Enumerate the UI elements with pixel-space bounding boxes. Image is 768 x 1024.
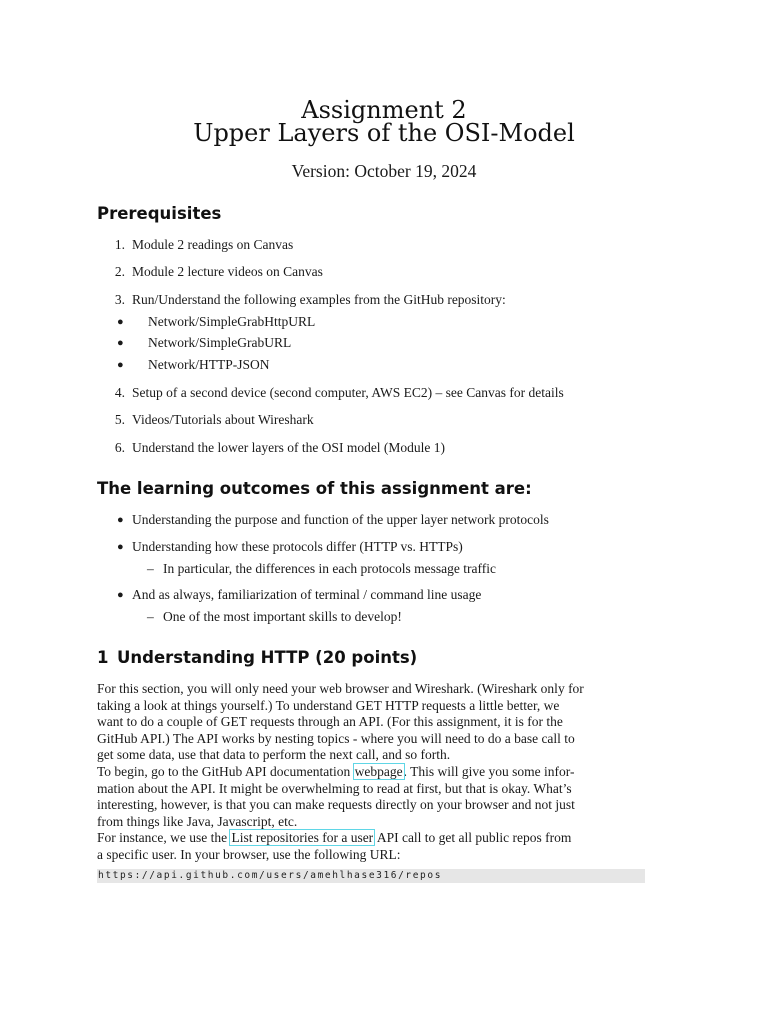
bullet-icon: ● [117, 514, 124, 526]
section-paragraph: For this section, you will only need your web browser and Wireshark. (Wireshark only for taking a look at things yourself.) To understand GET HTTP requests a little better, we want to do a couple of GET requests through an API. (For this assignment, it is for the GitHub API.) The API works by nesting topics - where you will need to do a base call to get some data, use that data to perform the next call, and so forth. To begin, go to the GitHub API documentation webpage. This will give you some infor- mation about the API. It might be overwhelming to read at first, but that is okay. What’s interesting, however, is that you can make requests directly on your browser and not just from things like Java, Javascript, etc. For instance, we use the List repositories for a user API call to get all public repos from a specific user. In your browser, use the following URL: [97, 681, 584, 862]
learning-outcomes-heading: The learning outcomes of this assignment are: [97, 479, 532, 498]
list-item-text: Understand the lower layers of the OSI model (Module 1) [132, 440, 446, 455]
document-title-line1: Assignment 2 [301, 96, 467, 124]
list-item-text: Run/Understand the following examples from the GitHub repository: [132, 292, 506, 307]
bullet-icon: ● [117, 589, 124, 601]
list-item-text: Module 2 readings on Canvas [132, 237, 294, 252]
bullet-icon: ● [117, 316, 124, 328]
list-item-text: Videos/Tutorials about Wireshark [132, 412, 314, 427]
webpage-link[interactable]: webpage [354, 763, 403, 779]
section-number: 1 [97, 648, 109, 667]
document-title-line2: Upper Layers of the OSI-Model [193, 119, 575, 147]
prerequisites-heading: Prerequisites [97, 204, 222, 223]
dash-icon: – [147, 609, 154, 624]
bullet-icon: ● [117, 359, 124, 371]
list-item-text: Understanding the purpose and function of the upper layer network protocols [132, 512, 549, 527]
bullet-icon: ● [117, 541, 124, 553]
list-item-text: Understanding how these protocols differ (HTTP vs. HTTPs) [132, 539, 463, 554]
bullet-icon: ● [117, 337, 124, 349]
list-repositories-link[interactable]: List repositories for a user [231, 830, 374, 846]
version-date: Version: October 19, 2024 [291, 161, 477, 181]
document-page: Assignment 2 Upper Layers of the OSI-Model Version: October 19, 2024 Prerequisites 1. Module 2 readings on Canvas 2. Module 2 lecture videos on Canvas 3. Run/Understand the following examples from the GitHub repository: ● Network/SimpleGrabHttpURL ● Network/SimpleGrabURL ● Network/HTTP-JSON 4. Setup of a second device (second computer, AWS EC2) – see Canvas for details 5. Videos/Tutorials about Wireshark 6. Understand the lower layers of the OSI model (Module 1) The learning outcomes of this assignment are: ● Understanding the purpose and function of the upper layer network protocols ● Understanding how these protocols differ (HTTP vs. HTTPs) – In particular, the differences in each protocols message traffic ● And as always, familiarization of terminal / command line usage – One of the most important skills to develop! 1 Understanding HTTP (20 points) For this section, you will only need your web browser and Wireshark. (Wireshark only for taking a look at things yourself.) To understand GET HTTP requests a little better, we want to do a couple of GET requests through an API. (For this assignment, it is for the GitHub API.) The API works by nesting topics - where you will need to do a base call to get some data, use that data to perform the next call, and so forth. To begin, go to the GitHub API documentation webpage. This will give you some infor- mation about the API. It might be overwhelming to read at first, but that is okay. What’s interesting, however, is that you can make requests directly on your browser and not just from things like Java, Javascript, etc. For instance, we use the List repositories for a user API call to get all public repos from a specific user. In your browser, use the following URL: https://api.github.com/users/amehlhase316/repos [0, 0, 768, 1024]
section-title: Understanding HTTP (20 points) [117, 648, 418, 667]
code-url[interactable]: https://api.github.com/users/amehlhase316/repos [98, 870, 443, 881]
list-item-text: Setup of a second device (second computer, AWS EC2) – see Canvas for details [132, 385, 564, 400]
section-heading [97, 647, 417, 669]
list-item-text: And as always, familiarization of terminal / command line usage [132, 587, 482, 602]
dash-icon: – [147, 561, 154, 576]
list-item-text: Module 2 lecture videos on Canvas [132, 264, 323, 279]
